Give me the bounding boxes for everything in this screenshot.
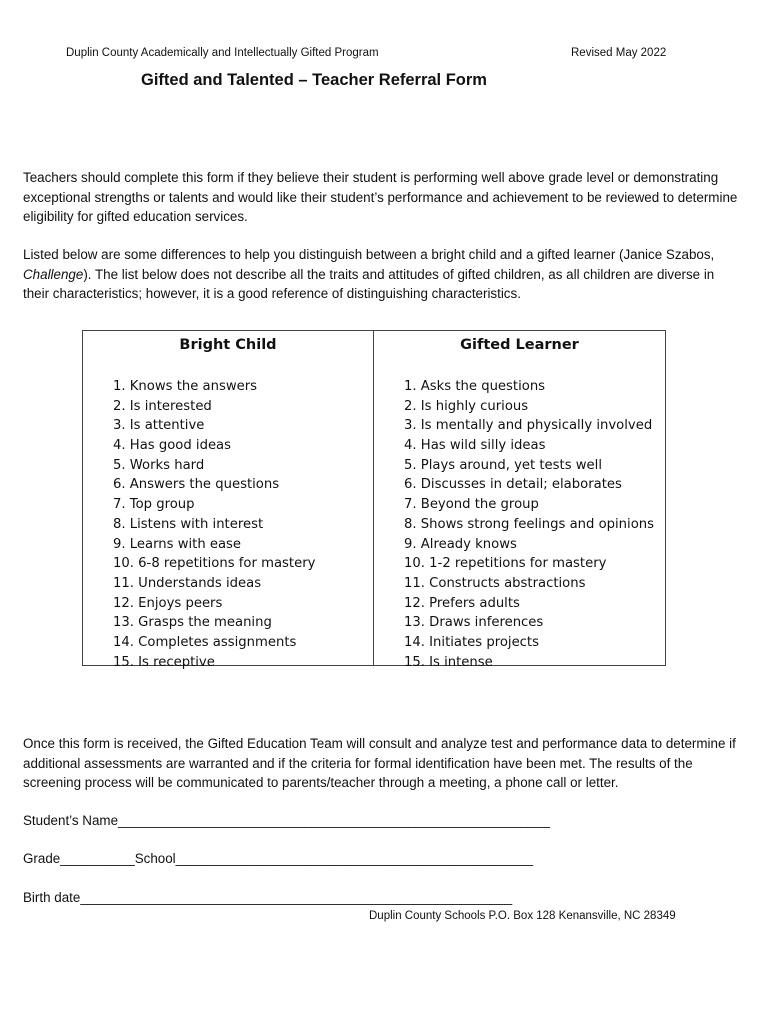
gifted-learner-item: 14. Initiates projects — [404, 634, 539, 650]
bright-child-item: 11. Understands ideas — [113, 575, 262, 591]
gifted-learner-item: 7. Beyond the group — [404, 497, 539, 513]
gifted-learner-item: 5. Plays around, yet tests well — [404, 457, 602, 473]
gifted-learner-list — [374, 377, 665, 672]
grade-school-field[interactable]: Grade__________School________________________________________________ — [23, 851, 534, 866]
comparison-table — [82, 330, 666, 670]
bright-child-item: 4. Has good ideas — [113, 438, 232, 454]
gifted-learner-item: 8. Shows strong feelings and opinions — [404, 516, 654, 532]
bright-child-item: 6. Answers the questions — [113, 477, 280, 493]
birth-date-field[interactable]: Birth date__________________________________________________________ — [23, 890, 513, 905]
bright-child-column — [83, 331, 374, 670]
bright-child-item: 8. Listens with interest — [113, 516, 264, 532]
bright-child-item: 7. Top group — [113, 497, 195, 513]
program-name: Duplin County Academically and Intellectually Gifted Program — [66, 47, 379, 59]
gifted-learner-column — [374, 331, 665, 670]
bright-child-list — [83, 377, 373, 672]
bright-child-header: Bright Child — [179, 337, 277, 353]
bright-child-item: 13. Grasps the meaning — [113, 615, 272, 631]
gifted-learner-item: 4. Has wild silly ideas — [404, 438, 546, 454]
bright-child-item: 3. Is attentive — [113, 418, 205, 434]
bright-child-item: 2. Is interested — [113, 398, 212, 414]
bright-child-item: 14. Completes assignments — [113, 634, 297, 650]
differences-text-start: Listed below are some differences to help you distinguish between a bright child and a gifted learner (Janice Szabos, — [23, 247, 715, 262]
gifted-learner-item: 9. Already knows — [404, 536, 517, 552]
closing-paragraph: Once this form is received, the Gifted Education Team will consult and analyze test and performance data to determine if additional assessments are warranted and if the criteria for formal identification have been met. The results of the screening process will be communicated to parents/teacher through a meeting, a phone call or letter. — [23, 736, 736, 790]
bright-child-item: 5. Works hard — [113, 457, 205, 473]
bright-child-item: 1. Knows the answers — [113, 379, 258, 394]
gifted-learner-item: 2. Is highly curious — [404, 398, 529, 414]
page-title: Gifted and Talented – Teacher Referral Form — [141, 71, 487, 89]
gifted-learner-item: 12. Prefers adults — [404, 595, 520, 611]
bright-child-item: 10. 6-8 repetitions for mastery — [113, 556, 316, 572]
bright-child-item: 12. Enjoys peers — [113, 595, 223, 611]
student-name-field[interactable]: Student’s Name__________________________________________________________ — [23, 813, 550, 828]
gifted-learner-item: 15. Is intense — [404, 654, 493, 670]
challenge-citation: Challenge — [23, 266, 84, 282]
revised-date: Revised May 2022 — [571, 47, 667, 59]
gifted-learner-item: 11. Constructs abstractions — [404, 575, 586, 591]
gifted-learner-item: 13. Draws inferences — [404, 615, 544, 631]
footer-address: Duplin County Schools P.O. Box 128 Kenansville, NC 28349 — [369, 910, 676, 922]
bright-child-item: 15. Is receptive — [113, 654, 215, 670]
gifted-learner-item: 10. 1-2 repetitions for mastery — [404, 556, 607, 572]
intro-paragraph: Teachers should complete this form if they believe their student is performing well above grade level or demonstrating exceptional strengths or talents and would like their student’s performance and achievement to be reviewed to determine eligibility for gifted education services. — [23, 170, 738, 224]
differences-paragraph — [23, 245, 743, 304]
gifted-learner-item: 3. Is mentally and physically involved — [404, 418, 653, 434]
gifted-learner-item: 1. Asks the questions — [404, 379, 546, 394]
gifted-learner-header: Gifted Learner — [460, 337, 579, 353]
gifted-learner-item: 6. Discusses in detail; elaborates — [404, 477, 622, 493]
bright-child-item: 9. Learns with ease — [113, 536, 242, 552]
differences-text-end: ). The list below does not describe all the traits and attitudes of gifted children, as all children are diverse in their characteristics; however, it is a good reference of distinguishing characteristics. — [23, 266, 715, 301]
